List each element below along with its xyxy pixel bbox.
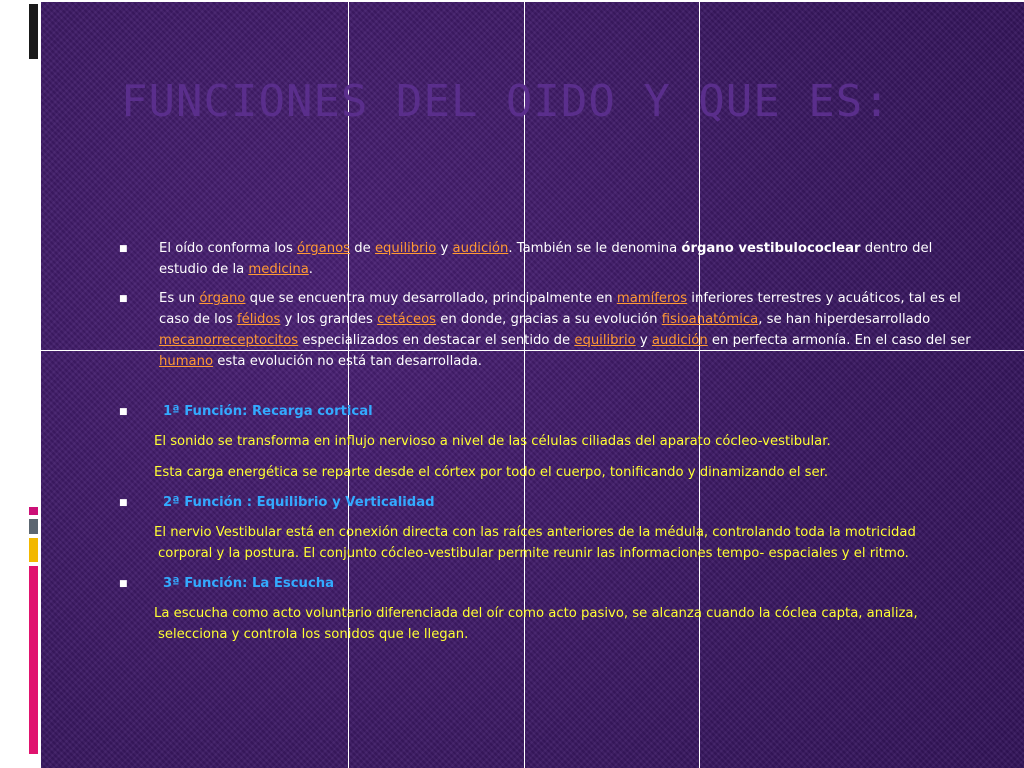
- text: en donde, gracias a su evolución: [436, 312, 662, 328]
- text: esta evolución no está tan desarrollada.: [213, 353, 482, 369]
- paragraph-evolution: [119, 289, 979, 372]
- bullet-icon: ■: [119, 579, 128, 590]
- bullet-icon: ■: [119, 244, 128, 254]
- text: corporal y la postura. El conjunto cócleo-vestibular permite reunir las informaciones tempo- espaciales y el ritmo.: [158, 545, 909, 561]
- decorative-bar-magenta: [29, 566, 38, 754]
- link-medicina[interactable]: medicina: [248, 261, 309, 277]
- text: selecciona y controla los sonidos que le llegan.: [158, 626, 469, 642]
- decorative-bar-black: [29, 4, 38, 59]
- heading-text: 1ª Función: Recarga cortical: [163, 404, 373, 420]
- function-1-heading: [119, 402, 979, 423]
- text: , se han hiperdesarrollado: [758, 312, 931, 328]
- text: inferiores terrestres y acuáticos, tal es el caso de los: [159, 291, 961, 328]
- function-2-text: [154, 523, 979, 564]
- link-audicion[interactable]: audición: [452, 241, 509, 256]
- text: . También se le denomina: [508, 241, 682, 256]
- text: que se encuentra muy desarrollado, principalmente en: [245, 291, 617, 307]
- decorative-bar-magenta-small: [29, 507, 38, 515]
- link-humano[interactable]: humano: [159, 353, 214, 369]
- text: y los grandes: [280, 312, 378, 328]
- text: y: [635, 332, 652, 348]
- link-felidos[interactable]: félidos: [236, 312, 281, 328]
- text: y: [436, 241, 453, 256]
- link-fisioanatomica[interactable]: fisioanatómica: [661, 312, 759, 328]
- slide-title: FUNCIONES DEL OIDO Y QUE ES:: [121, 76, 891, 127]
- link-organo[interactable]: órgano: [199, 291, 246, 307]
- text: en perfecta armonía. En el caso del ser: [707, 332, 971, 348]
- function-1-line-2: Esta carga energética se reparte desde el córtex por todo el cuerpo, tonificando y dinamizando el ser.: [154, 464, 829, 480]
- bullet-icon: ■: [119, 294, 128, 305]
- heading-text: 2ª Función : Equilibrio y Verticalidad: [163, 495, 435, 511]
- text: Es un: [159, 291, 200, 307]
- link-equilibrio[interactable]: equilibrio: [374, 241, 437, 256]
- spacer: [119, 381, 979, 402]
- paragraph-definition: [119, 239, 979, 280]
- text: La escucha como acto voluntario diferenciada del oír como acto pasivo, se alcanza cuando la cóclea capta, analiza,: [154, 606, 918, 622]
- slide: [41, 2, 1024, 768]
- link-mamiferos[interactable]: mamíferos: [616, 291, 688, 307]
- link-cetaceos[interactable]: cetáceos: [377, 312, 437, 328]
- link-audicion-2[interactable]: audición: [651, 332, 708, 348]
- function-1-line-1: El sonido se transforma en influjo nervioso a nivel de las células ciliadas del aparato cócleo-vestibular.: [154, 433, 831, 449]
- function-3-text: [154, 604, 979, 645]
- text: El oído conforma los: [159, 241, 298, 256]
- text: El nervio Vestibular está en conexión directa con las raíces anteriores de la médula, controlando toda la motricidad: [154, 525, 916, 541]
- text: dentro del estudio de la: [159, 241, 933, 277]
- link-mecanorreceptocitos[interactable]: mecanorreceptocitos: [159, 332, 299, 348]
- text: especializados en destacar el sentido de: [298, 332, 575, 348]
- link-organos[interactable]: órganos: [297, 241, 351, 256]
- function-2-heading: [119, 493, 979, 514]
- bullet-icon: ■: [119, 407, 128, 418]
- function-3-heading: [119, 574, 979, 595]
- heading-text: 3ª Función: La Escucha: [163, 576, 335, 592]
- text: .: [308, 261, 313, 277]
- text: de: [350, 241, 375, 256]
- decorative-bar-yellow: [29, 538, 38, 562]
- left-margin-strip: [0, 0, 41, 768]
- bullet-icon: ■: [119, 498, 128, 509]
- link-equilibrio-2[interactable]: equilibrio: [574, 332, 636, 348]
- decorative-bar-gray: [29, 519, 38, 534]
- slide-content: [119, 239, 979, 656]
- bold-term: órgano vestibulococlear: [681, 241, 861, 256]
